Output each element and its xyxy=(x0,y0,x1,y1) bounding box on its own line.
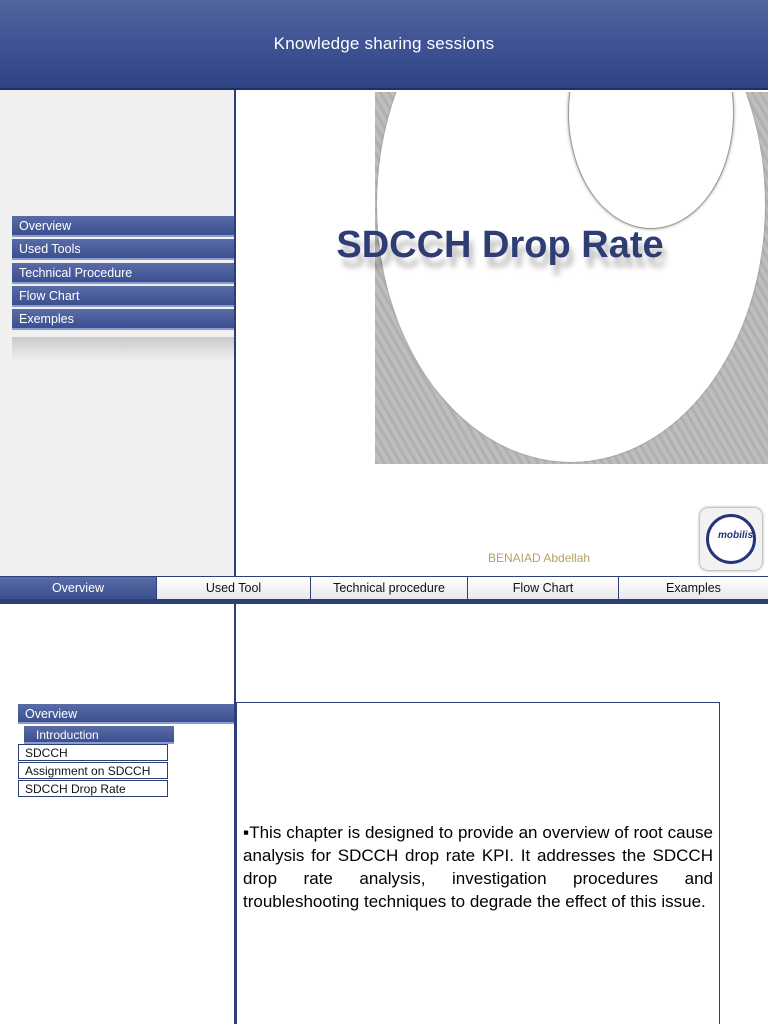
submenu-sdcch-drop-rate[interactable]: SDCCH Drop Rate xyxy=(18,780,168,797)
logo-text: mobilis xyxy=(718,530,754,541)
overview-slide xyxy=(0,604,768,1024)
header-banner xyxy=(0,0,768,90)
side-item-exemples[interactable]: Exemples xyxy=(12,309,234,330)
submenu-sdcch[interactable]: SDCCH xyxy=(18,744,168,761)
menu-overview[interactable]: Overview xyxy=(18,704,234,724)
left-panel xyxy=(0,90,236,576)
header-title: Knowledge sharing sessions xyxy=(273,34,495,53)
tab-technical-procedure[interactable]: Technical procedure xyxy=(311,577,468,599)
bottom-tab-bar xyxy=(0,576,768,600)
mobilis-logo xyxy=(700,508,762,570)
tab-flow-chart[interactable]: Flow Chart xyxy=(468,577,619,599)
side-menu xyxy=(12,216,234,332)
decorative-circles-image xyxy=(375,92,768,464)
menu-introduction[interactable]: Introduction xyxy=(24,726,174,744)
author-name: BENAIAD Abdellah xyxy=(488,551,591,565)
side-item-used-tools[interactable]: Used Tools xyxy=(12,239,234,260)
side-item-flow-chart[interactable]: Flow Chart xyxy=(12,286,234,307)
side-item-technical-procedure[interactable]: Technical Procedure xyxy=(12,263,234,284)
slide-title: SDCCH Drop Rate xyxy=(336,224,664,266)
overview-paragraph: ▪This chapter is designed to provide an overview of root cause analysis for SDCCH drop rate KPI. It addresses the SDCCH drop rate analysis, investigation procedures and troubleshooting techniques to degrade the effect of this issue. xyxy=(243,823,713,911)
side-item-overview[interactable]: Overview xyxy=(12,216,234,237)
tab-overview[interactable]: Overview xyxy=(0,577,157,599)
submenu-assignment-on-sdcch[interactable]: Assignment on SDCCH xyxy=(18,762,168,779)
tab-examples[interactable]: Examples xyxy=(619,577,768,599)
content-box xyxy=(236,702,720,1024)
tab-used-tool[interactable]: Used Tool xyxy=(157,577,311,599)
side-menu-shadow xyxy=(12,337,234,361)
